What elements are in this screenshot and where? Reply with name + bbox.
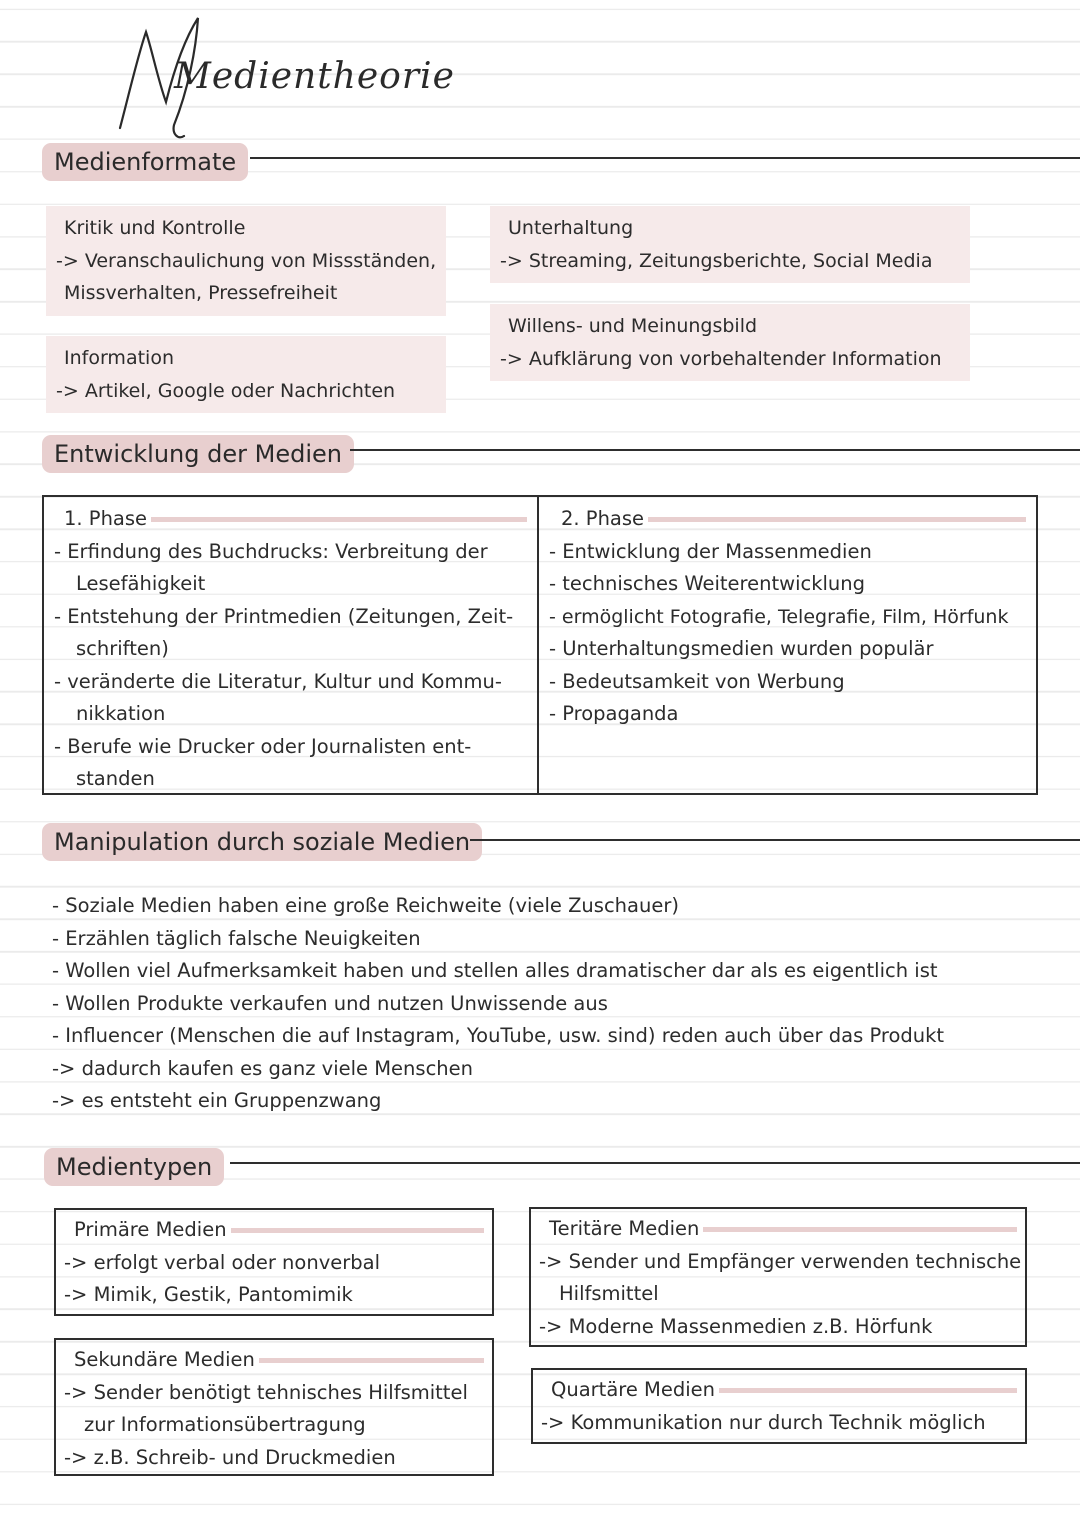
box-title: Teritäre Medien [549,1217,700,1240]
page-title [112,10,572,145]
section-heading-medienformate: Medienformate [42,143,248,181]
phase-1-line: Lesefähigkeit [76,572,206,595]
box-title: Primäre Medien [74,1218,227,1241]
phase-table [42,495,1038,795]
highlight-bar [719,1388,1017,1393]
list-item: -> es entsteht ein Gruppenzwang [52,1089,382,1112]
phase-1-line: standen [76,767,155,790]
note-title: Kritik und Kontrolle [64,217,246,239]
highlight-bar [151,517,527,522]
box-quartaere-medien [531,1368,1027,1444]
note-line: -> Artikel, Google oder Nachrichten [56,379,396,402]
box-title: Quartäre Medien [551,1378,716,1401]
box-title: Sekundäre Medien [74,1348,255,1371]
list-item: - Soziale Medien haben eine große Reichweite (viele Zuschauer) [52,894,679,917]
phase-1-line: - Berufe wie Drucker oder Journalisten ent- [54,734,472,758]
phase-2-title: 2. Phase [561,507,645,530]
note-line: -> Streaming, Zeitungsberichte, Social Media [500,249,933,272]
list-item: - Wollen viel Aufmerksamkeit haben und stellen alles dramatischer dar als es eigentlich ist [52,959,938,982]
box-tertiaere-medien [529,1207,1027,1347]
phase-1-column [44,497,539,793]
phase-2-line: - Unterhaltungsmedien wurden populär [549,637,934,660]
phase-2-line: - ermöglicht Fotografie, Telegrafie, Film, Hörfunk [549,605,1009,628]
heading-rule [250,157,1080,159]
box-line: -> Sender benötigt tehnisches Hilfsmittel [64,1380,468,1404]
box-line: -> z.B. Schreib- und Druckmedien [64,1445,396,1469]
box-line: -> erfolgt verbal oder nonverbal [64,1250,380,1274]
highlight-bar [231,1228,484,1233]
heading-rule [350,449,1080,451]
heading-rule [470,839,1080,841]
note-title: Willens- und Meinungsbild [508,315,758,337]
note-kritik [46,206,446,316]
note-line: -> Veranschaulichung von Missständen, [56,249,437,272]
section-heading-entwicklung: Entwicklung der Medien [42,435,354,473]
phase-1-line: schriften) [76,637,169,660]
note-information [46,336,446,413]
phase-1-line: - veränderte die Literatur, Kultur und Kommu- [54,669,502,693]
box-line: -> Sender und Empfänger verwenden technische [539,1249,1022,1273]
heading-rule [230,1162,1080,1164]
title-text: Medientheorie [174,56,455,97]
box-line: -> Mimik, Gestik, Pantomimik [64,1283,353,1306]
list-item: - Influencer (Menschen die auf Instagram, YouTube, usw. sind) reden auch über das Produkt [52,1024,945,1047]
phase-2-line: - Bedeutsamkeit von Werbung [549,669,845,693]
list-item: -> dadurch kaufen es ganz viele Menschen [52,1056,474,1080]
phase-2-line: - Entwicklung der Massenmedien [549,539,872,563]
manipulation-list [52,890,944,1118]
note-line: -> Aufklärung von vorbehaltender Information [500,347,942,370]
box-sekundaere-medien [54,1338,494,1476]
note-line: Missverhalten, Pressefreiheit [64,282,338,304]
box-line: -> Kommunikation nur durch Technik möglich [541,1410,986,1434]
box-line: Hilfsmittel [559,1282,659,1305]
box-line: zur Informationsübertragung [84,1413,366,1436]
phase-1-title: 1. Phase [64,507,148,530]
note-unterhaltung [490,206,970,283]
list-item: - Wollen Produkte verkaufen und nutzen Unwissende aus [52,991,608,1015]
section-heading-manipulation: Manipulation durch soziale Medien [42,823,482,861]
note-title: Information [64,347,174,369]
highlight-bar [648,517,1026,522]
note-title: Unterhaltung [508,217,634,239]
phase-1-line: - Entstehung der Printmedien (Zeitungen, Zeit- [54,604,514,628]
phase-2-line: - technisches Weiterentwicklung [549,572,866,595]
phase-2-line: - Propaganda [549,702,679,725]
box-line: -> Moderne Massenmedien z.B. Hörfunk [539,1314,933,1338]
phase-1-line: - Erfindung des Buchdrucks: Verbreitung der [54,539,488,563]
highlight-bar [259,1358,484,1363]
note-willensbild [490,304,970,381]
box-primaere-medien [54,1208,494,1316]
list-item: - Erzählen täglich falsche Neuigkeiten [52,926,421,950]
section-heading-medientypen: Medientypen [44,1148,224,1186]
phase-2-column [539,497,1036,793]
phase-1-line: nikkation [76,702,166,725]
highlight-bar [703,1227,1017,1232]
